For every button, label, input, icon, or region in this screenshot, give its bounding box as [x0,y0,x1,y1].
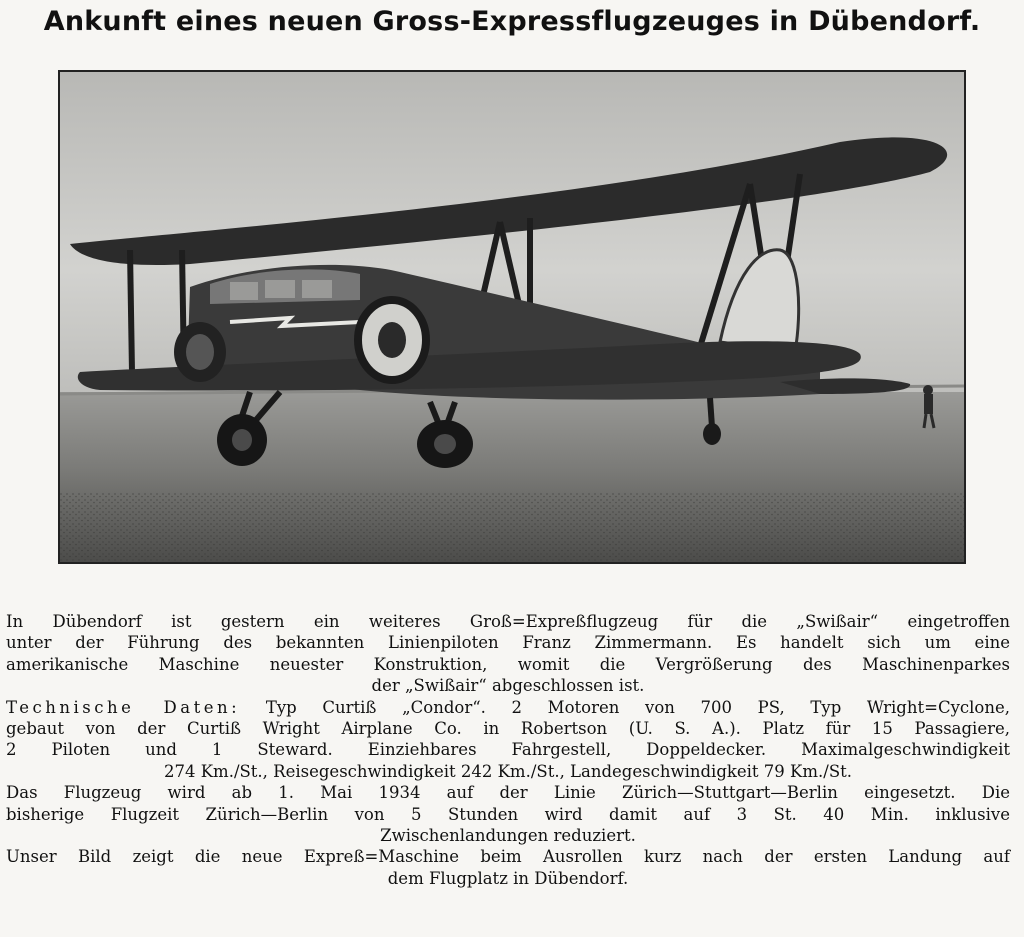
caption [6,611,1010,889]
caption-line: bisherige Flugzeit Zürich—Berlin von 5 Stunden wird damit auf 3 St. 40 Min. inklusive [6,804,1010,824]
caption-line: Zwischenlandungen reduziert. [380,826,636,846]
headline: Ankunft eines neuen Gross-Expressflugzeuges in Dübendorf. [43,6,981,37]
grass-strip [60,492,964,562]
tail-wheel [703,423,721,445]
caption-line [6,697,1010,718]
biplane-illustration [60,72,964,562]
caption-line: In Dübendorf ist gestern ein weiteres Groß=Expreßflugzeug für die „Swißair“ eingetroffen [6,612,1010,631]
caption-line: dem Flugplatz in Dübendorf. [387,868,629,888]
caption-line: unter der Führung des bekannten Linienpiloten Franz Zimmermann. Es handelt sich um eine [6,633,1010,653]
caption-line: 2 Piloten und 1 Steward. Einziehbares Fahrgestell, Doppeldecker. Maximalgeschwindigkeit [6,740,1010,760]
caption-line: gebaut von der Curtiß Wright Airplane Co. in Robertson (U. S. A.). Platz für 15 Passagiere, [6,719,1010,739]
caption-line: Das Flugzeug wird ab 1. Mai 1934 auf der Linie Zürich—Stuttgart—Berlin eingesetzt. Die [6,783,1010,803]
caption-line: der „Swißair“ abgeschlossen ist. [371,676,645,696]
aircraft-photo [58,70,966,564]
caption-line: Unser Bild zeigt die neue Expreß=Maschine beim Ausrollen kurz nach der ersten Landung auf [6,847,1010,867]
tech-data-label: Technische Daten: [6,697,241,717]
tech-data-text: Typ Curtiß „Condor“. 2 Motoren von 700 PS, Typ Wright=Cyclone, [265,697,1010,717]
caption-line: 274 Km./St., Reisegeschwindigkeit 242 Km./St., Landegeschwindigkeit 79 Km./St. [163,761,853,781]
caption-line: amerikanische Maschine neuester Konstruktion, womit die Vergrößerung des Maschinenparkes [6,654,1010,674]
